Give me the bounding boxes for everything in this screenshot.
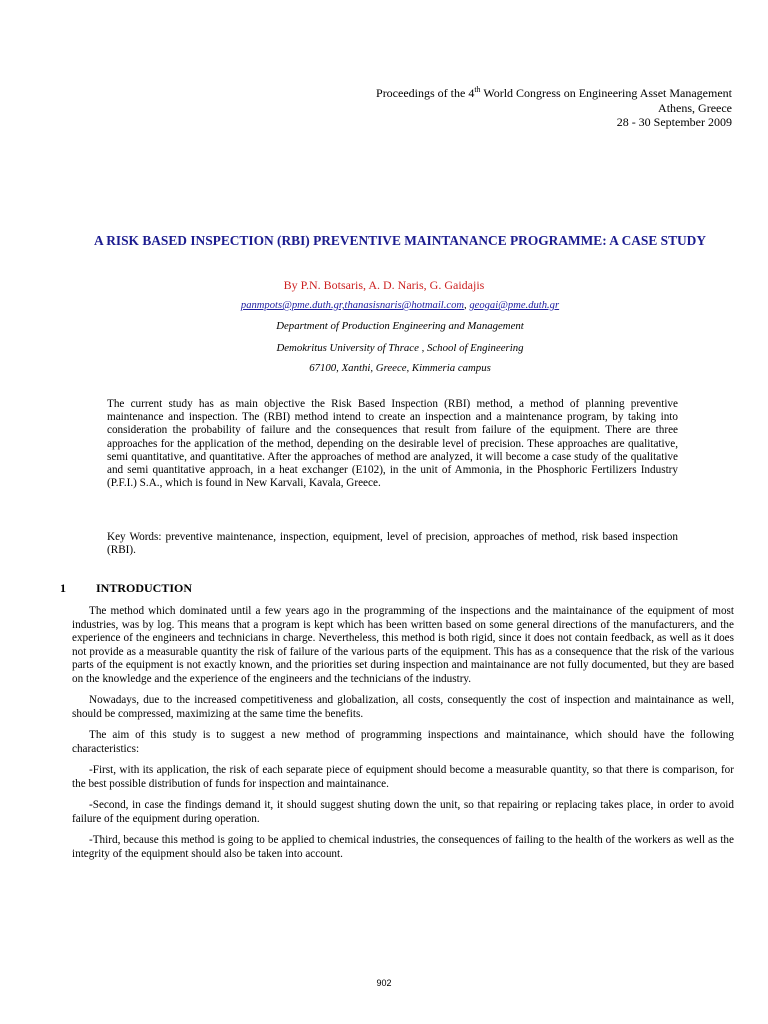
affiliation-department: Department of Production Engineering and Management — [276, 320, 524, 332]
abstract: The current study has as main objective the Risk Based Inspection (RBI) method, a method of planning preventive maintenance and inspection. The (RBI) method intend to create an inspection and a maintenance program, by taking into consideration the probability of failure and the consequences that result from failure of the equipment. There are three approaches for the application of the method, depending on the desirable level of precision. These approaches are qualitative, semi quantitative, and quantitative. After the approaches of method are analyzed, it will become a case study of the qualitative and semi quantitative approach, in a heat exchanger (E102), in the unit of Ammonia, in the Phosphoric Fertilizers Industry (P.F.I.) S.A., which is found in New Karvali, Kavala, Greece. — [107, 398, 678, 490]
section-heading — [60, 581, 192, 596]
paper-title: A RISK BASED INSPECTION (RBI) PREVENTIVE MAINTANANCE PROGRAMME: A CASE STUDY — [93, 233, 707, 248]
paragraph: The method which dominated until a few years ago in the programming of the inspections and the maintainance of the equipment of most industries, was by log. This means that a program is kept which has been written based on some general directions of the manufacturers, and the experience of the engineers and technicians in charge. Nevertheless, this method is both rigid, since it does not contain feedback, as well as it does not provide as a measurable quantity the risk of failure of the various parts of the equipment. This has as a consequence that the risk of the various parts of the equipment is not exactly known, and the priorities set during inspection and maintainance are not fully documented, but they are based on the knowledge and the experience of the engineers and the technicians of the industry. — [72, 605, 734, 685]
header-line-2: Athens, Greece — [658, 100, 732, 115]
proceedings-header — [376, 86, 732, 130]
email-link-2[interactable]: geogai@pme.duth.gr — [469, 300, 560, 311]
page-number: 902 — [376, 978, 392, 988]
paragraph: -Second, in case the findings demand it, it should suggest shuting down the unit, so that repairing or replacing takes place, in order to avoid failure of the equipment during operation. — [72, 799, 734, 825]
author-emails — [0, 300, 768, 311]
section-number: 1 — [60, 581, 66, 595]
paragraph: -First, with its application, the risk of each separate piece of equipment should become a measurable quantity, so that there is comparison, for the best possible distribution of funds for inspection and maintainance. — [72, 764, 734, 790]
email-link-1[interactable]: panmpots@pme.duth.gr,thanasisnaris@hotmail.com — [240, 300, 465, 311]
paragraph: Nowadays, due to the increased competitiveness and globalization, all costs, consequently the cost of inspection and maintainance as well, should be compressed, maximizing at the same time the benefits. — [72, 694, 734, 720]
header-line-1: Proceedings of the 4th World Congress on Engineering Asset Management — [376, 85, 732, 100]
header-line-3: 28 - 30 September 2009 — [616, 115, 732, 130]
keywords: Key Words: preventive maintenance, inspection, equipment, level of precision, approaches of method, risk based inspection (RBI). — [107, 531, 678, 557]
affiliation-address: 67100, Xanthi, Greece, Kimmeria campus — [309, 362, 491, 374]
introduction-body — [72, 605, 734, 869]
paragraph: The aim of this study is to suggest a new method of programming inspections and maintainance, which should have the following characteristics: — [72, 729, 734, 755]
section-title: INTRODUCTION — [96, 581, 193, 595]
authors: By P.N. Botsaris, A. D. Naris, G. Gaidajis — [283, 278, 485, 292]
paragraph: -Third, because this method is going to be applied to chemical industries, the consequences of failing to the health of the workers as well as the integrity of the equipment should also be taken into account. — [72, 834, 734, 860]
affiliation-university: Demokritus University of Thrace , School of Engineering — [276, 342, 524, 354]
email-separator: , — [464, 300, 470, 311]
